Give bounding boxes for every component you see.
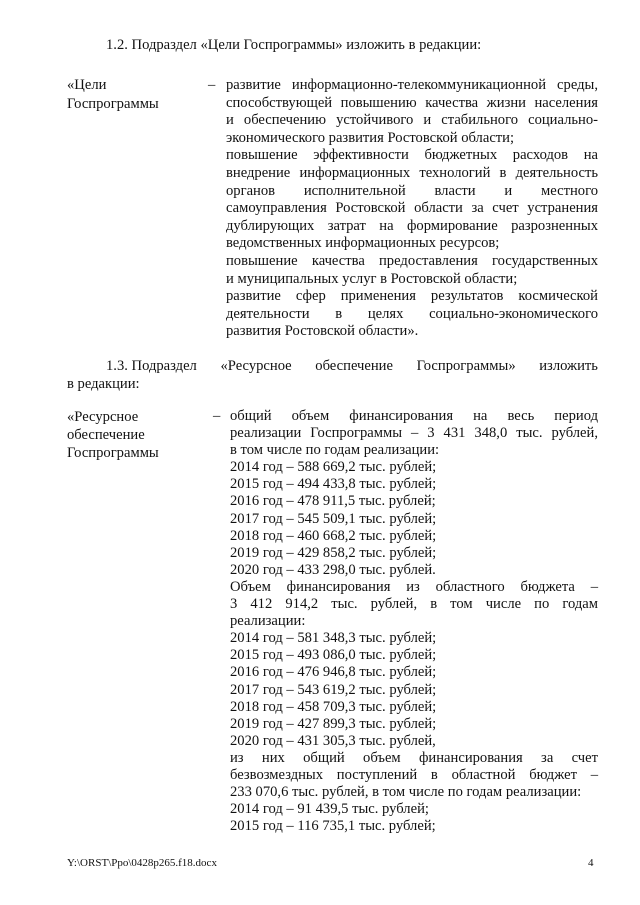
goals-paragraph [226,77,598,147]
text-line: 2018 год – 460 668,2 тыс. рублей; [230,527,437,544]
text-line: реализации: [230,613,306,630]
text-line: 2015 год – 494 433,8 тыс. рублей; [230,476,437,493]
text-line: 233 070,6 тыс. рублей, в том числе по годам реализации: [230,784,582,801]
text-line: повышение эффективности бюджетных расходов на [226,147,598,164]
text-line: 2014 год – 581 348,3 тыс. рублей; [230,630,437,647]
heading-word: 1.3. Подраздел [106,358,197,374]
text-line: экономического развития Ростовской области; [226,129,515,146]
text-line: 2019 год – 427 899,3 тыс. рублей; [230,715,437,732]
goals-text [226,77,598,341]
page-number: 4 [588,857,594,869]
text-line: повышение качества предоставления государственных [226,252,598,269]
heading-word: Госпрограммы» [416,358,516,374]
section-1-3-heading [67,357,598,393]
heading-word: изложить [539,358,598,374]
goals-label [67,76,159,114]
resources-label-line: Госпрограммы [67,445,159,461]
resources-text [230,408,598,835]
text-line: 2015 год – 493 086,0 тыс. рублей; [230,647,437,664]
text-line: 2016 год – 476 946,8 тыс. рублей; [230,664,437,681]
heading-line: в редакции: [67,376,140,392]
text-line: самоуправления Ростовской области за счет устранения [226,200,598,217]
text-line: способствующей повышению качества жизни населения [226,94,598,111]
text-line: безвозмездных поступлений в областной бюджет – [230,766,598,783]
text-line: и обеспечению устойчивого и стабильного социально- [226,112,598,129]
goals-paragraph [226,253,598,288]
section-1-2-heading: 1.2. Подраздел «Цели Госпрограммы» изложить в редакции: [106,37,482,53]
resources-label-line: «Ресурсное [67,409,139,425]
goals-label-line: «Цели [67,77,107,93]
goals-paragraph [226,288,598,341]
text-line: 2014 год – 91 439,5 тыс. рублей; [230,801,429,818]
text-line: общий объем финансирования на весь период [230,408,598,424]
text-line: 2016 год – 478 911,5 тыс. рублей; [230,493,436,510]
text-line: 2014 год – 588 669,2 тыс. рублей; [230,459,437,476]
text-line: развитие информационно-телекоммуникационной среды, [226,77,598,93]
goals-dash: – [208,77,216,93]
text-line: 2015 год – 116 735,1 тыс. рублей; [230,818,436,835]
goals-paragraph [226,147,598,253]
text-line: из них общий объем финансирования за счет [230,749,598,766]
text-line: 2020 год – 431 305,3 тыс. рублей, [230,732,436,749]
goals-label-line: Госпрограммы [67,96,159,112]
text-line: 2017 год – 543 619,2 тыс. рублей; [230,681,437,698]
footer-file-path: Y:\ORST\Ppo\0428p265.f18.docx [67,857,217,869]
text-line: 2018 год – 458 709,3 тыс. рублей; [230,698,437,715]
resources-label-line: обеспечение [67,427,145,443]
text-line: 2017 год – 545 509,1 тыс. рублей; [230,510,437,527]
text-line: 2020 год – 433 298,0 тыс. рублей. [230,561,436,578]
text-line: развития Ростовской области». [226,323,419,340]
text-line: дублирующих затрат на формирование разрозненных [226,217,598,234]
text-line: ведомственных информационных ресурсов; [226,235,500,252]
text-line: развитие сфер применения результатов космической [226,288,598,305]
text-line: деятельности в целях социально-экономического [226,305,598,322]
text-line: в том числе по годам реализации: [230,442,440,459]
text-line: реализации Госпрограммы – 3 431 348,0 тыс. рублей, [230,425,598,442]
text-line: 2019 год – 429 858,2 тыс. рублей; [230,544,437,561]
text-line: внедрение информационных технологий в деятельность [226,164,598,181]
heading-word: обеспечение [315,358,393,374]
resources-label [67,408,159,462]
resources-dash: – [213,408,221,424]
heading-word: «Ресурсное [220,358,292,374]
text-line: Объем финансирования из областного бюджета – [230,578,598,595]
text-line: органов исполнительной власти и местного [226,182,598,199]
text-line: и муниципальных услуг в Ростовской области; [226,270,518,287]
text-line: 3 412 914,2 тыс. рублей, в том числе по годам [230,596,598,613]
